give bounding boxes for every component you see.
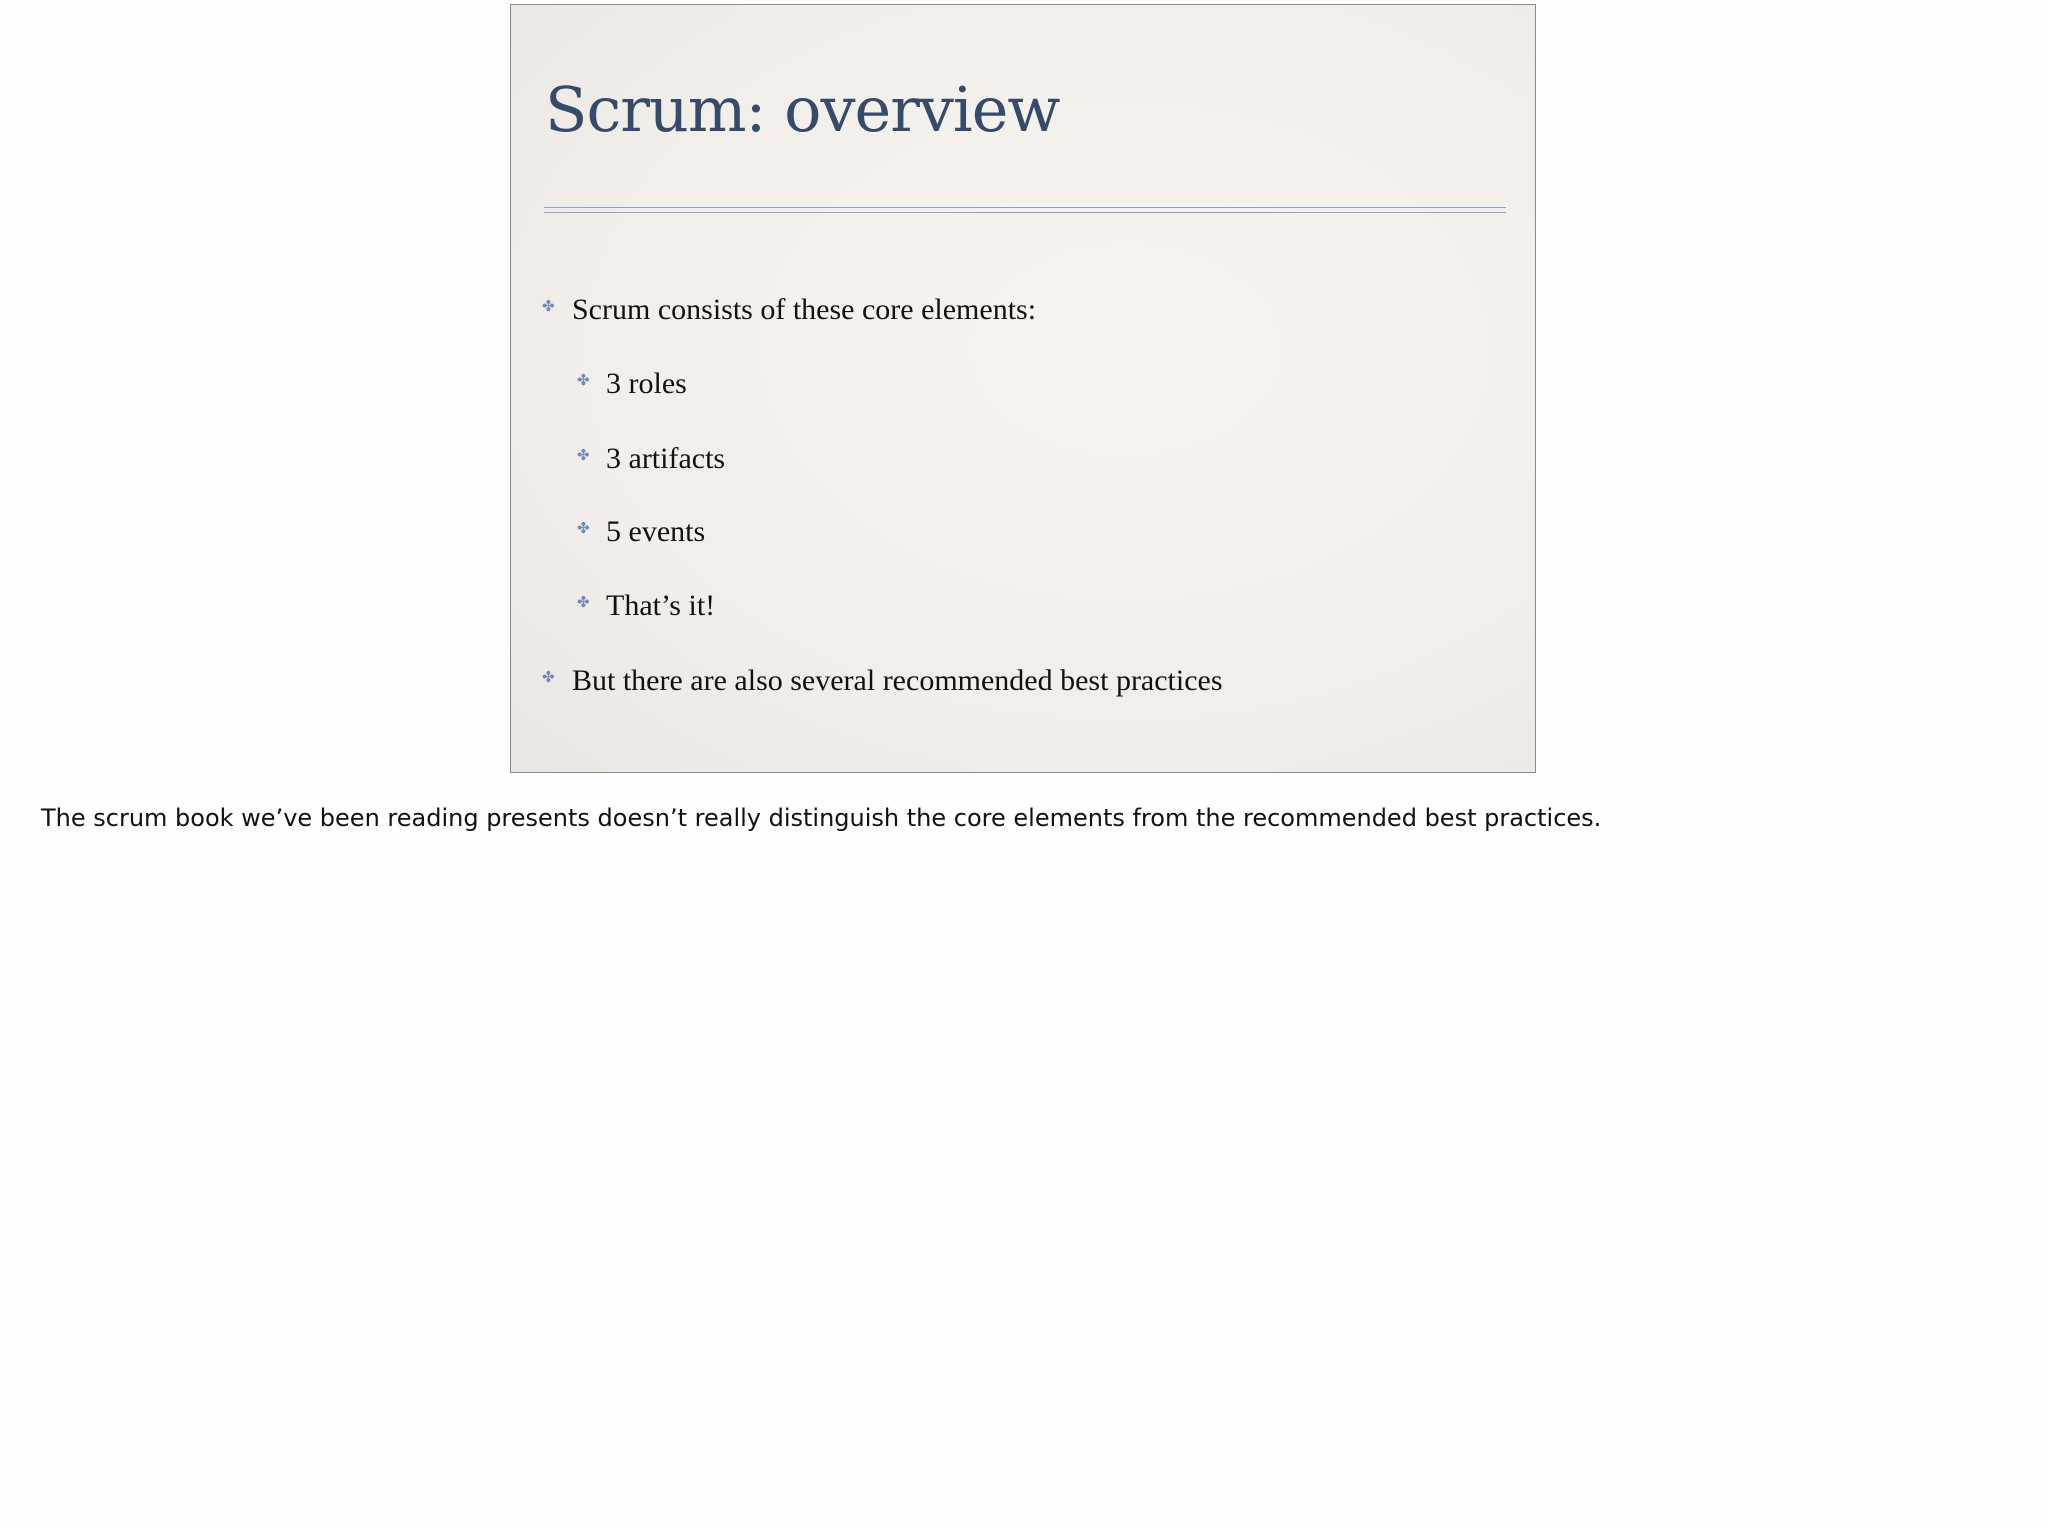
slide: [510, 4, 1536, 773]
bullet-item: 3 roles: [606, 367, 687, 400]
bullet-icon: ✤: [577, 371, 590, 389]
bullet-icon: ✤: [542, 297, 555, 315]
speaker-notes: The scrum book we’ve been reading presents doesn’t really distinguish the core elements from the recommended best practices.: [41, 804, 1602, 832]
bullet-icon: ✤: [577, 593, 590, 611]
slide-title: Scrum: overview: [545, 73, 1060, 146]
bullet-item: But there are also several recommended best practices: [572, 664, 1223, 697]
bullet-icon: ✤: [577, 446, 590, 464]
bullet-item: 3 artifacts: [606, 442, 726, 475]
title-divider: [544, 212, 1506, 213]
bullet-item: Scrum consists of these core elements:: [572, 293, 1037, 326]
bullet-icon: ✤: [577, 519, 590, 537]
bullet-item: That’s it!: [606, 589, 716, 622]
bullet-icon: ✤: [542, 668, 555, 686]
title-divider: [544, 207, 1506, 208]
bullet-item: 5 events: [606, 515, 706, 548]
